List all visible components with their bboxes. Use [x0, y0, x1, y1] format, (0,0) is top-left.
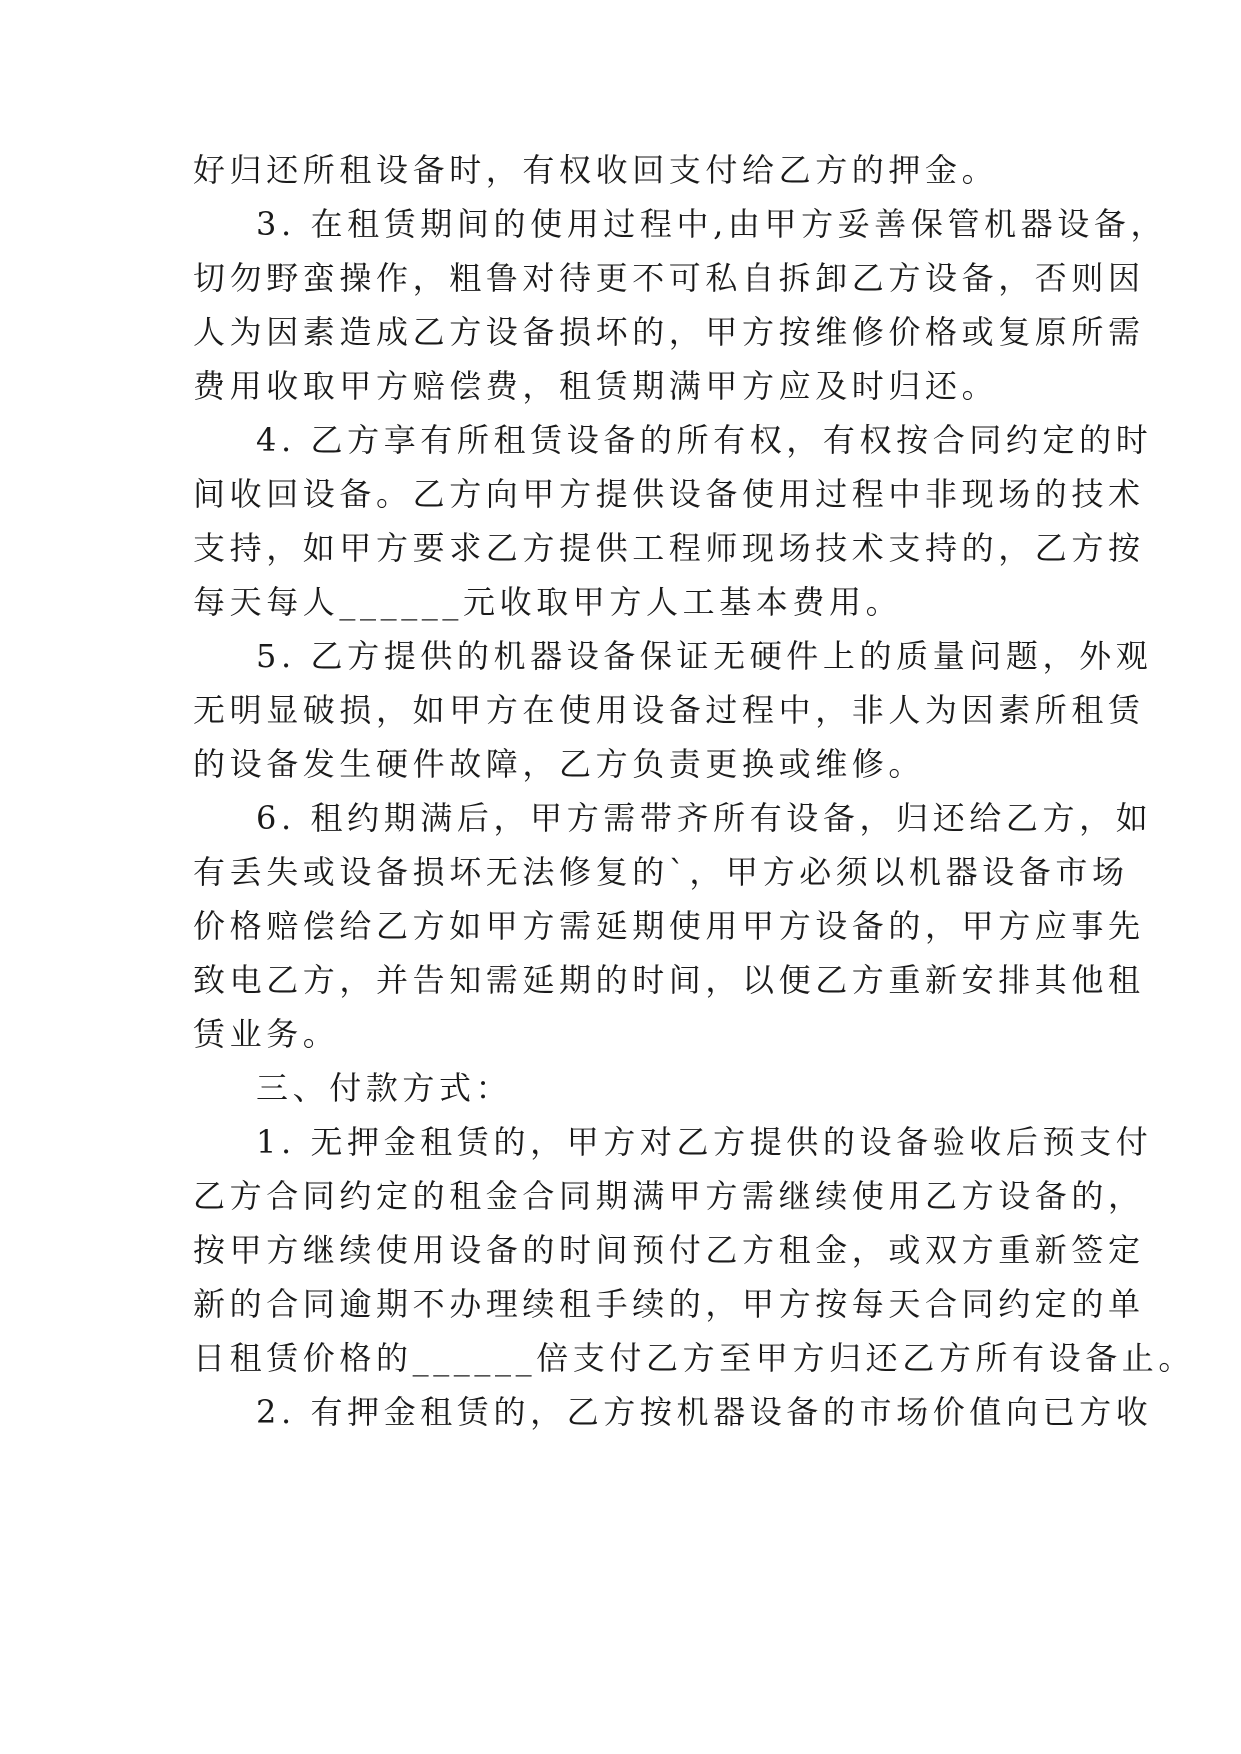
- text-line: 1. 无押金租赁的，甲方对乙方提供的设备验收后预支付: [256, 1123, 1153, 1161]
- text-line: 乙方合同约定的租金合同期满甲方需继续使用乙方设备的，: [193, 1177, 1145, 1215]
- text-line: 致电乙方，并告知需延期的时间，以便乙方重新安排其他租: [193, 961, 1145, 999]
- text-line: 有丢失或设备损坏无法修复的`，甲方必须以机器设备市场: [193, 853, 1129, 891]
- text-line: 无明显破损，如甲方在使用设备过程中，非人为因素所租赁: [193, 691, 1145, 729]
- text-line: 赁业务。: [193, 1015, 340, 1053]
- text-line: 支持，如甲方要求乙方提供工程师现场技术支持的，乙方按: [193, 529, 1145, 567]
- text-line: 新的合同逾期不办理续租手续的，甲方按每天合同约定的单: [193, 1285, 1145, 1323]
- text-line: 费用收取甲方赔偿费，租赁期满甲方应及时归还。: [193, 367, 999, 405]
- text-line: 价格赔偿给乙方如甲方需延期使用甲方设备的，甲方应事先: [193, 907, 1145, 945]
- section-heading: 三、付款方式：: [256, 1069, 513, 1107]
- text-line: 人为因素造成乙方设备损坏的，甲方按维修价格或复原所需: [193, 313, 1145, 351]
- text-line: 日租赁价格的______倍支付乙方至甲方归还乙方所有设备止。: [193, 1339, 1196, 1377]
- text-line: 6. 租约期满后，甲方需带齐所有设备，归还给乙方，如: [256, 799, 1153, 837]
- text-line: 4. 乙方享有所租赁设备的所有权，有权按合同约定的时: [256, 421, 1153, 459]
- text-line: 每天每人______元收取甲方人工基本费用。: [193, 583, 903, 621]
- text-line: 2. 有押金租赁的，乙方按机器设备的市场价值向已方收: [256, 1393, 1153, 1431]
- text-line: 的设备发生硬件故障，乙方负责更换或维修。: [193, 745, 926, 783]
- text-line: 3. 在租赁期间的使用过程中,由甲方妥善保管机器设备，: [256, 205, 1168, 243]
- text-line: 切勿野蛮操作，粗鲁对待更不可私自拆卸乙方设备，否则因: [193, 259, 1145, 297]
- text-line: 5. 乙方提供的机器设备保证无硬件上的质量问题，外观: [256, 637, 1153, 675]
- text-line: 好归还所租设备时，有权收回支付给乙方的押金。: [193, 151, 999, 189]
- text-line: 间收回设备。乙方向甲方提供设备使用过程中非现场的技术: [193, 475, 1145, 513]
- text-line: 按甲方继续使用设备的时间预付乙方租金，或双方重新签定: [193, 1231, 1145, 1269]
